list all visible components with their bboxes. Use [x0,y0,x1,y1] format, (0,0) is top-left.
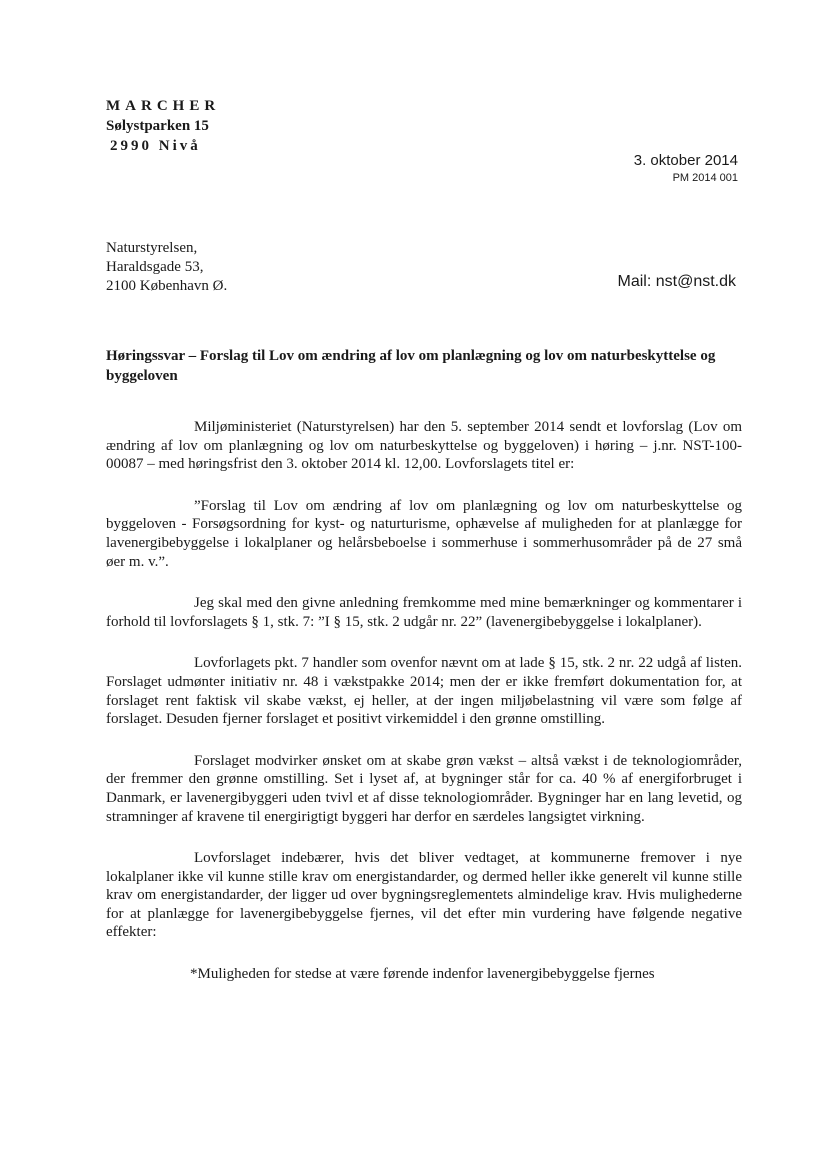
sender-address [106,96,220,156]
bullet-point: *Muligheden for stedse at være førende indenfor lavenergibebyggelse fjernes [190,966,655,983]
recipient-address [106,239,227,296]
letter-body [106,418,742,1007]
date-block [634,152,738,186]
letter-date: 3. oktober 2014 [633,152,738,169]
sender-name: MARCHER [106,98,221,114]
body-paragraph: Forslaget modvirker ønsket om at skabe grøn vækst – altså vækst i de teknologiområder, der fremmer den grønne omstilling. Set i lyset af, at bygninger står for ca. 40 % af energiforbruget i Danmark, er lavenergibyggeri uden tvivl et af disse teknologiområder. Bygninger har en lang levetid, og stramninger af kravene til energirigtigt byggeri har derfor en særdeles langsigtet virkning. [106,752,742,825]
recipient-line-3: 2100 København Ø. [106,278,228,294]
recipient-mail: Mail: nst@nst.dk [617,273,736,290]
recipient-line-2: Haraldsgade 53, [106,259,204,275]
body-paragraph: Lovforslaget indebærer, hvis det bliver vedtaget, at kommunerne fremover i nye lokalplaner ikke vil kunne stille krav om energistandarder, og dermed heller ikke generelt vil kunne stille krav om energistandarder, der ligger ud over bygningsreglementets almindelige krav. Hvis mulighederne for at planlægge for lavenergibebyggelse fjernes, vil det efter min vurdering have følgende negative effekter: [106,850,742,941]
body-paragraph: Miljøministeriet (Naturstyrelsen) har den 5. september 2014 sendt et lovforslag (Lov om ændring af lov om planlægning og lov om naturbeskyttelse og byggeloven) i høring – j.nr. NST-100-00087 – med høringsfrist den 3. oktober 2014 kl. 12,00. Lovforslagets titel er: [106,419,742,473]
sender-street: Sølystparken 15 [106,118,209,134]
body-paragraph: Jeg skal med den givne anledning fremkomme med mine bemærkninger og kommentarer i forhold til lovforslagets § 1, stk. 7: ”I § 15, stk. 2 udgår nr. 22” (lavenergibebyggelse i lokalplaner). [106,595,742,630]
recipient-line-1: Naturstyrelsen, [106,240,198,256]
body-paragraph: ”Forslag til Lov om ændring af lov om planlægning og lov om naturbeskyttelse og byggeloven - Forsøgsordning for kyst- og naturturisme, ophævelse af muligheden for at planlægge for lavenergibebyggelse i lokalplaner og helårsbeboelse i sommerhuse i sommerhusområder på de 27 små øer m. v.”. [106,497,742,570]
body-paragraph: Lovforlagets pkt. 7 handler som ovenfor nævnt om at lade § 15, stk. 2 nr. 22 udgå af listen. Forslaget udmønter initiativ nr. 48 i vækstpakke 2014; men der er ikke fremført dokumentation for, at forslaget rent faktisk vil skabe vækst, ej heller, at der ingen miljøbelastning vil være som følge af forslaget. Desuden fjerner forslaget et positivt virkemiddel i den grønne omstilling. [106,655,742,728]
sender-city: 2990 Nivå [110,138,201,154]
letter-subject: Høringssvar – Forslag til Lov om ændring af lov om planlægning og lov om naturbeskyttelse og byggeloven [106,348,716,384]
letter-reference: PM 2014 001 [672,172,738,184]
